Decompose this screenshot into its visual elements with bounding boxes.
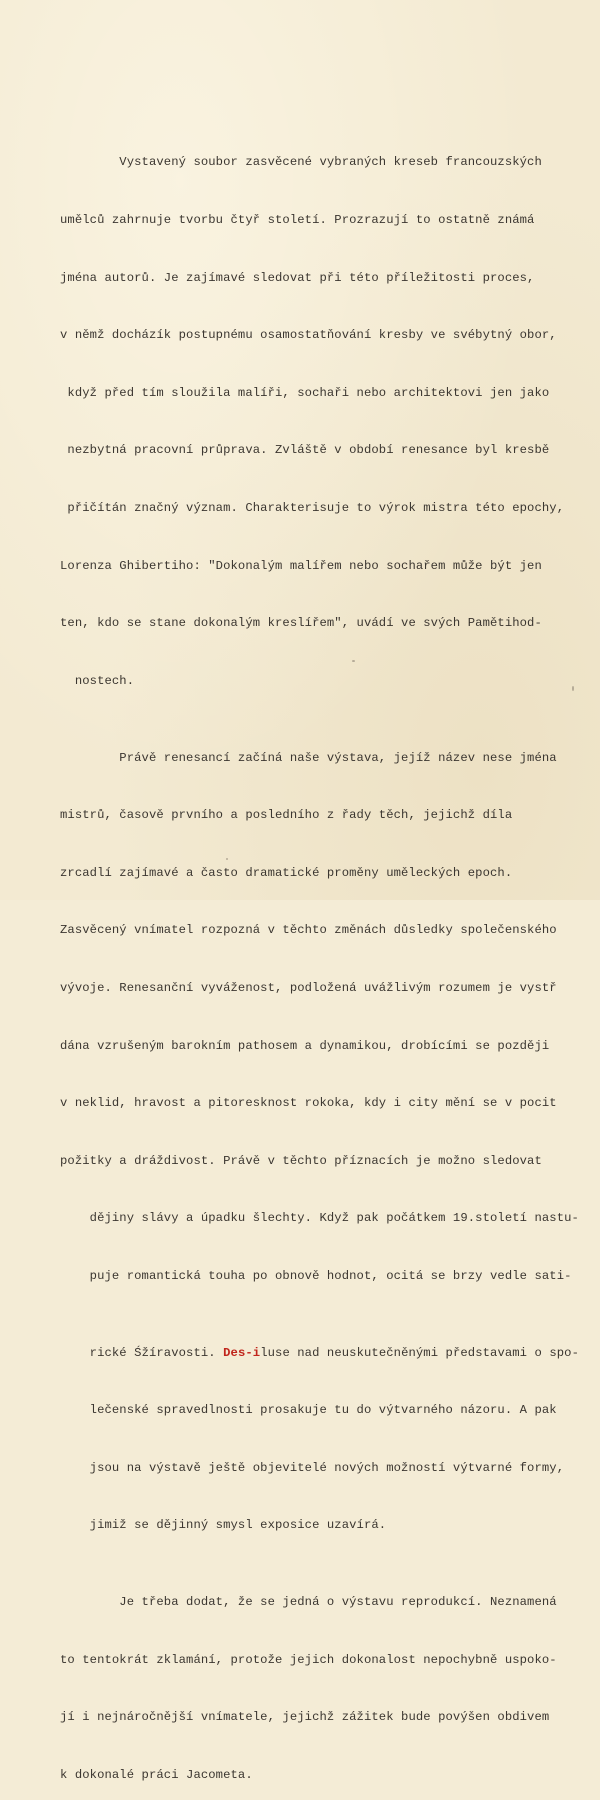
text-line: když před tím sloužila malíři, sochaři nebo architektovi jen jako bbox=[60, 385, 550, 400]
text-line: dána vzrušeným barokním pathosem a dynamikou, drobícími se později bbox=[60, 1038, 550, 1053]
text-line: Vystavený soubor zasvěcené vybraných kreseb francouzských bbox=[60, 155, 542, 170]
text-segment: Ś bbox=[134, 1345, 142, 1360]
text-line: mistrů, časově prvního a posledního z řady těch, jejichž díla bbox=[60, 808, 513, 823]
text-line: Právě renesancí začíná naše výstava, jejíž název nese jména bbox=[60, 750, 557, 765]
text-line: zrcadlí zajímavé a často dramatické proměny uměleckých epoch. bbox=[60, 865, 513, 880]
text-line: jména autorů. Je zajímavé sledovat při této příležitosti proces, bbox=[60, 270, 535, 285]
red-correction-mark: Des-i bbox=[223, 1345, 261, 1360]
text-line: Lorenza Ghibertiho: "Dokonalým malířem nebo sochařem může být jen bbox=[60, 558, 542, 573]
text-line: Zasvěcený vnímatel rozpozná v těchto změnách důsledky společenského bbox=[60, 923, 557, 938]
text-line: Je třeba dodat, že se jedná o výstavu reprodukcí. Neznamená bbox=[60, 1595, 557, 1610]
text-line: v neklid, hravost a pitoresknost rokoka, kdy i city mění se v pocit bbox=[60, 1096, 557, 1111]
text-line: k dokonalé práci Jacometa. bbox=[60, 1768, 253, 1783]
text-line: přičítán značný význam. Charakterisuje to výrok mistra této epochy, bbox=[60, 500, 565, 515]
paper-speck bbox=[352, 660, 355, 662]
text-line: puje romantická touha po obnově hodnot, ocitá se brzy vedle sati- bbox=[60, 1268, 572, 1283]
text-line: ten, kdo se stane dokonalým kreslířem", uvádí ve svých Pamětihod- bbox=[60, 616, 542, 631]
text-line: nostech. bbox=[60, 673, 135, 688]
text-line: umělců zahrnuje tvorbu čtyř století. Prozrazují to ostatně známá bbox=[60, 213, 535, 227]
text-line: požitky a dráždivost. Právě v těchto příznacích je možno sledovat bbox=[60, 1153, 542, 1168]
paper-speck bbox=[226, 858, 228, 860]
typewritten-text bbox=[60, 115, 600, 1800]
text-line: jimiž se dějinný smysl exposice uzavírá. bbox=[60, 1518, 387, 1533]
text-line: nezbytná pracovní průprava. Zvláště v období renesance byl kresbě bbox=[60, 443, 550, 458]
text-line: jsou na výstavě ještě objevitelé nových možností výtvarné formy, bbox=[60, 1460, 565, 1475]
text-segment: žíravosti. bbox=[141, 1345, 224, 1360]
text-line: to tentokrát zklamání, protože jejich dokonalost nepochybně uspoko- bbox=[60, 1652, 557, 1667]
text-segment: luse nad neuskutečněnými představami o spo- bbox=[260, 1345, 579, 1360]
text-line: dějiny slávy a úpadku šlechty. Když pak počátkem 19.století nastu- bbox=[60, 1211, 579, 1226]
text-line: v němž docházík postupnému osamostatňování kresby ve svébytný obor, bbox=[60, 328, 557, 343]
text-line: lečenské spravedlnosti prosakuje tu do výtvarného názoru. A pak bbox=[60, 1403, 557, 1418]
paper-speck bbox=[572, 686, 574, 691]
text-line: vývoje. Renesanční vyváženost, podložená uvážlivým rozumem je vystř bbox=[60, 980, 557, 995]
text-segment: rické bbox=[60, 1345, 135, 1360]
text-line bbox=[60, 1344, 600, 1363]
text-line: jí i nejnáročnější vnímatele, jejichž zážitek bude povýšen obdivem bbox=[60, 1710, 550, 1725]
